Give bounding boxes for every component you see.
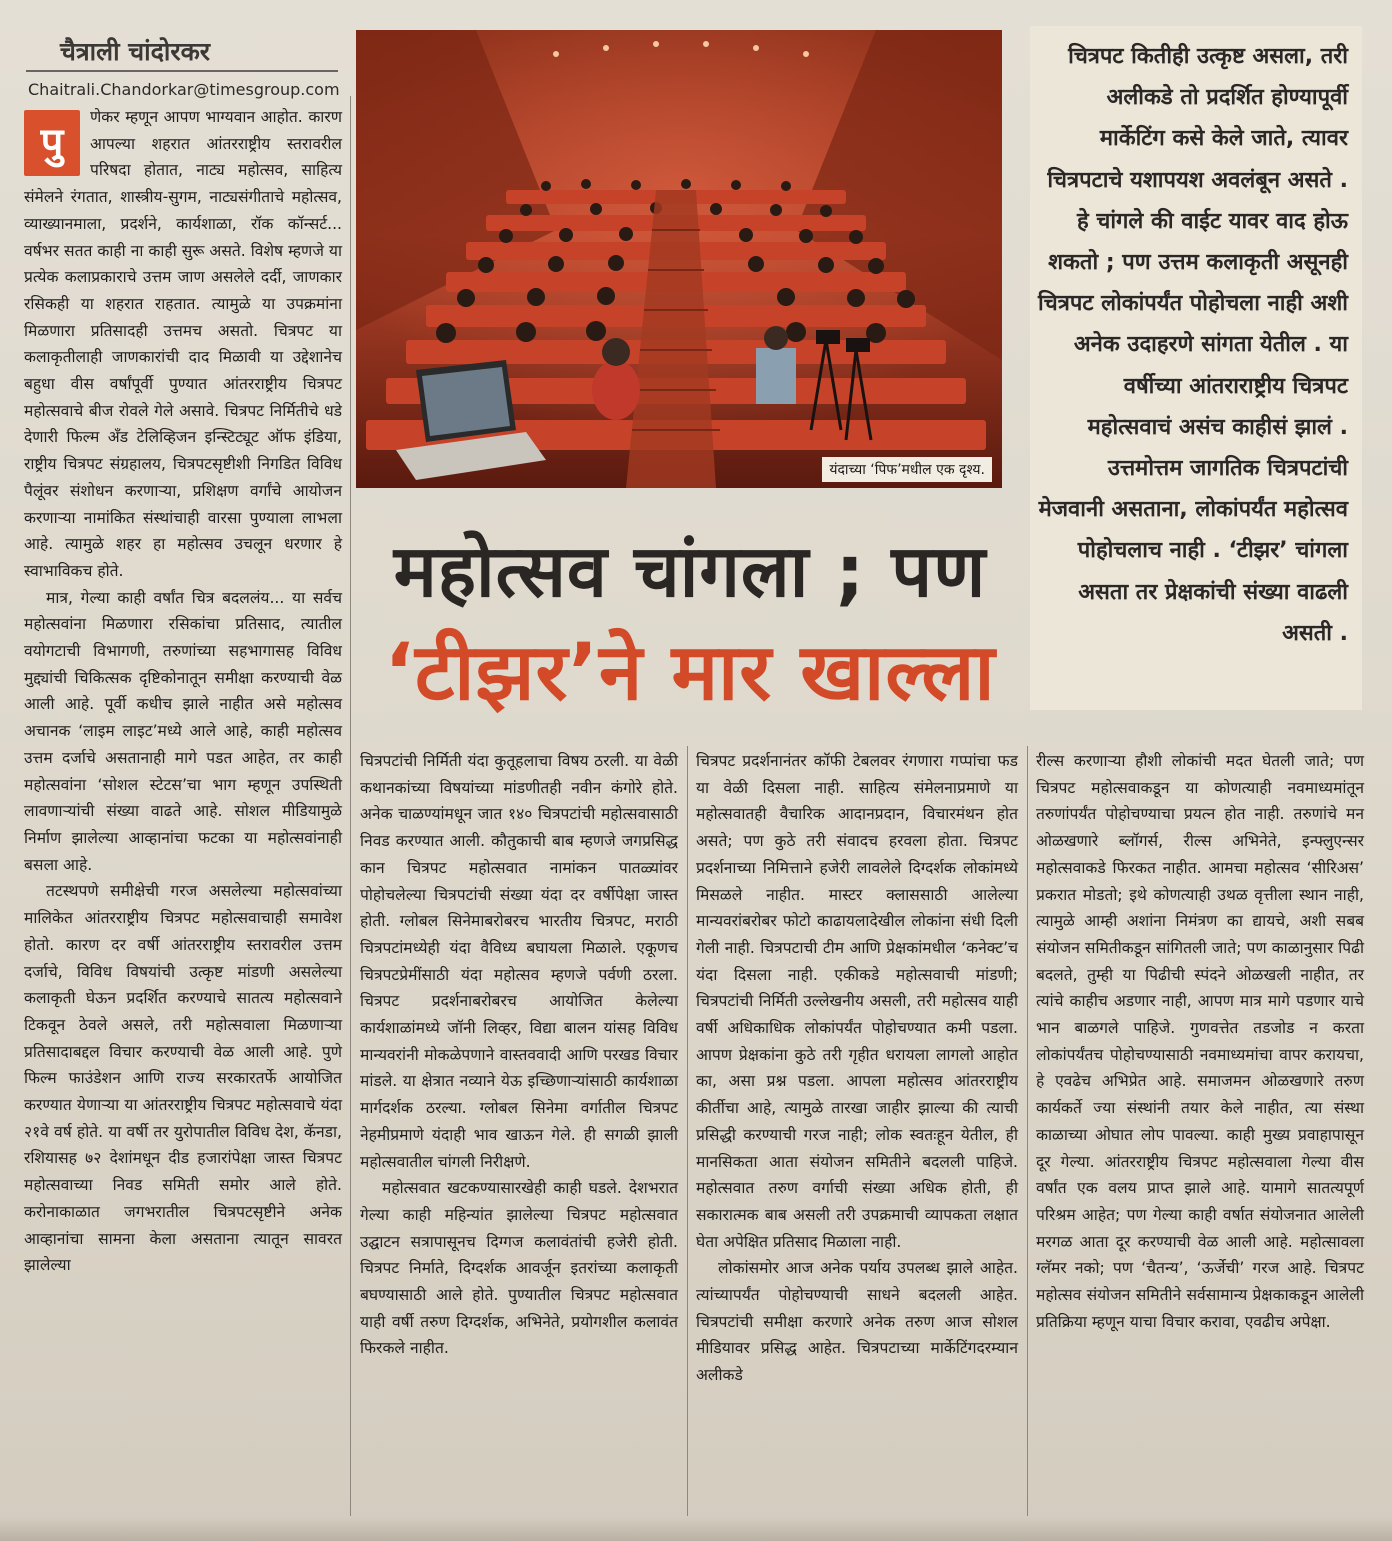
author-byline: चैत्राली चांदोरकर xyxy=(60,37,211,66)
cinema-hall-illustration xyxy=(356,30,1002,488)
pull-quote-box xyxy=(1030,26,1362,710)
paragraph: रील्स करणाऱ्या हौशी लोकांची मदत घेतली जाते; पण चित्रपट महोत्सवाकडून या कोणत्याही नवमाध्यमांतून तरुणांपर्यंत पोहोचण्याचा प्रयत्न होत नाही. तरुणांचे मन ओळखणारे ब्लॉगर्स, रील्स अभिनेते, इन्फ्लुएन्सर महोत्सवाकडे फिरकत नाहीत. आमचा महोत्सव ‘सीरिअस’ प्रकरात मोडतो; इथे कोणत्याही उथळ वृत्तीला स्थान नाही, त्यामुळे आम्ही अशांना निमंत्रण का द्यायचे, अशी सबब संयोजन समितीकडून सांगितली जाते; पण काळानुसार पिढी बदलते, तुम्ही या पिढीची स्पंदने ओळखली नाहीत, तर त्यांचे काहीच अडणार नाही, आपण मात्र मागे पडणार याचे भान बाळगले पाहिजे. गुणवत्तेत तडजोड न करता लोकांपर्यंतच पोहोचण्यासाठी नवमाध्यमांचा वापर करायचा, हे एवढेच अभिप्रेत आहे. समाजमन ओळखणारे तरुण कार्यकर्ते ज्या संस्थांनी तयार केले नाहीत, त्या संस्था काळाच्या ओघात लोप पावल्या. काही मुख्य प्रवाहापासून दूर गेल्या. आंतरराष्ट्रीय चित्रपट महोत्सवाला गेल्या वीस वर्षांत एक वलय प्राप्त झाले आहे. यामागे सातत्यपूर्ण परिश्रम आहेत; पण गेल्या काही वर्षात संयोजनात आलेली मरगळ आता दूर करण्याची वेळ आली आहे. महोत्सावला ग्लॅमर नको; पण ‘चैतन्य’, ‘ऊर्जेची’ गरज आहे. चित्रपट महोत्सव संयोजन समितीने सर्वसामान्य प्रेक्षकाकडून आलेली प्रतिक्रिया म्हणून याचा विचार करावा, एवढीच अपेक्षा. xyxy=(1036,752,1364,1331)
paragraph: लोकांसमोर आज अनेक पर्याय उपलब्ध झाले आहेत. त्यांच्यापर्यंत पोहोचण्याची साधने बदलली आहेत. चित्रपटांची समीक्षा करणारे अनेक तरुण आज सोशल मीडियावर प्रसिद्ध आहेत. चित्रपटाच्या मार्केटिंगदरम्यान अलीकडे xyxy=(696,1259,1018,1385)
article-photo xyxy=(356,30,1002,488)
column-divider xyxy=(687,746,688,1516)
headline-line-2: ‘टीझर’ने मार खाल्ला xyxy=(384,628,996,718)
article-column-4 xyxy=(1036,748,1364,1335)
article-column-1 xyxy=(24,104,342,1279)
paragraph: चित्रपट प्रदर्शनानंतर कॉफी टेबलवर रंगणारा गप्पांचा फड या वेळी दिसला नाही. साहित्य संमेलनाप्रमाणे या महोत्सवातही वैचारिक आदानप्रदान, विचारमंथन होत असते; पण कुठे तरी संवादच हरवला होता. चित्रपट प्रदर्शनाच्या निमित्ताने हजेरी लावलेले दिग्दर्शक लोकांमध्ये मिसळले नाहीत. मास्टर क्लाससाठी आलेल्या मान्यवरांबरोबर फोटो काढायलादेखील लोकांना संधी दिली गेली नाही. चित्रपटाची टीम आणि प्रेक्षकांमधील ‘कनेक्ट’च यंदा दिसला नाही. एकीकडे महोत्सवाची मांडणी; चित्रपटांची निर्मिती उल्लेखनीय असली, तरी महोत्सव याही वर्षी अधिकाधिक लोकांपर्यंत पोहोचण्यात कमी पडला. आपण प्रेक्षकांना कुठे तरी गृहीत धरायला लागलो आहोत का, असा प्रश्न पडला. आपला महोत्सव आंतरराष्ट्रीय कीर्तीचा आहे, त्यामुळे तारखा जाहीर झाल्या की त्याची प्रसिद्धी करण्याची गरज नाही; लोक स्वतःहून येतील, ही मानसिकता आता संयोजन समितीने बदलली पाहिजे. महोत्सवात तरुण वर्गाची संख्या अधिक होती, ही सकारात्मक बाब असली तरी उपक्रमाची व्यापकता लक्षात घेता अपेक्षित प्रतिसाद मिळाला नाही. xyxy=(696,752,1018,1251)
photo-caption: यंदाच्या ‘पिफ’मधील एक दृश्य. xyxy=(822,457,992,482)
article-column-2 xyxy=(360,748,678,1362)
column-divider xyxy=(1027,746,1028,1516)
column-divider xyxy=(350,96,351,1516)
pull-quote-text: चित्रपट कितीही उत्कृष्ट असला, तरी अलीकडे तो प्रदर्शित होण्यापूर्वी मार्केटिंग कसे केले जाते, त्यावर चित्रपटाचे यशापयश अवलंबून असते . हे चांगले की वाईट यावर वाद होऊ शकतो ; पण उत्तम कलाकृती असूनही चित्रपट लोकांपर्यंत पोहोचला नाही अशी अनेक उदाहरणे सांगता येतील . या वर्षीच्या आंतराराष्ट्रीय चित्रपट महोत्सवाचं असंच काहीसं झालं . उत्तमोत्तम जागतिक चित्रपटांची मेजवानी असताना, लोकांपर्यंत महोत्सव पोहोचलाच नाही . ‘टीझर’ चांगला असता तर प्रेक्षकांची संख्या वाढली असती . xyxy=(1038,44,1348,646)
article-column-3 xyxy=(696,748,1018,1389)
paragraph: चित्रपटांची निर्मिती यंदा कुतूहलाचा विषय ठरली. या वेळी कथानकांच्या विषयांच्या मांडणीतही नवीन कंगोरे होते. अनेक चाळण्यांमधून जात १४० चित्रपटांची महोत्सवासाठी निवड करण्यात आली. कौतुकाची बाब म्हणजे जगप्रसिद्ध कान चित्रपट महोत्सवात नामांकन पातळ्यांवर पोहोचलेल्या चित्रपटांची संख्या यंदा दर वर्षीपेक्षा जास्त होती. ग्लोबल सिनेमाबरोबरच भारतीय चित्रपट, मराठी चित्रपटांमध्येही यंदा वैविध्य बघायला मिळाले. एकूणच चित्रपटप्रेमींसाठी यंदा महोत्सव म्हणजे पर्वणी ठरला. चित्रपट प्रदर्शनाबरोबरच आयोजित केलेल्या कार्यशाळांमध्ये जॉनी लिव्हर, विद्या बालन यांसह विविध मान्यवरांनी मोकळेपणाने वास्तववादी आणि परखड विचार मांडले. या क्षेत्रात नव्याने येऊ इच्छिणाऱ्यांसाठी कार्यशाळा मार्गदर्शक ठरल्या. ग्लोबल सिनेमा वर्गातील चित्रपट नेहमीप्रमाणे यंदाही भाव खाऊन गेले. ही सगळी झाली महोत्सवातील चांगली निरीक्षणे. xyxy=(360,752,678,1171)
headline-line-1: महोत्सव चांगला ; पण xyxy=(393,529,987,613)
paragraph: पु णेकर म्हणून आपण भाग्यवान आहोत. कारण आपल्या शहरात आंतरराष्ट्रीय स्तरावरील परिषदा होतात, नाट्य महोत्सव, साहित्य संमेलने रंगतात, शास्त्रीय-सुगम, नाट्यसंगीताचे महोत्सव, व्याख्यानमाला, प्रदर्शने, कार्यशाळा, रॉक कॉन्सर्ट... वर्षभर सतत काही ना काही सुरू असते. विशेष म्हणजे या प्रत्येक कलाप्रकाराचे उत्तम जाण असलेले दर्दी, जाणकार रसिकही या शहरात राहतात. त्यामुळे या उपक्रमांना मिळणारा प्रतिसादही उत्तमच असतो. चित्रपट या कलाकृतीलाही जाणकारांची दाद मिळावी या उद्देशानेच बहुधा वीस वर्षांपूर्वी पुण्यात आंतरराष्ट्रीय चित्रपट महोत्सवाचे बीज रोवले गेले असावे. चित्रपट निर्मितीचे धडे देणारी फिल्म अँड टेलिव्हिजन इन्स्टिट्यूट ऑफ इंडिया, राष्ट्रीय चित्रपट संग्रहालय, चित्रपटसृष्टीशी निगडित विविध पैलूंवर संशोधन करणाऱ्या, प्रशिक्षण वर्गांचे आयोजन करणाऱ्या नामांकित संस्थांचाही वारसा पुण्याला लाभला आहे. त्यामुळे शहर हा महोत्सव उचलून धरणार हे स्वाभाविकच होते. xyxy=(24,108,342,580)
byline-divider xyxy=(26,70,338,72)
paragraph: मात्र, गेल्या काही वर्षांत चित्र बदललंय... या सर्वच महोत्सवांना मिळणारा रसिकांचा प्रतिसाद, त्यातील वयोगटाची विभागणी, तरुणांच्या सहभागासह विविध मुद्द्यांची चिकित्सक दृष्टिकोनातून समीक्षा करण्याची वेळ आली आहे. पूर्वी कधीच झाले नाहीत असे महोत्सव अचानक ‘लाइम लाइट’मध्ये आले आहे, काही महोत्सव उत्तम दर्जाचे असतानाही मागे पडत आहेत, तर काही महोत्सवांना ‘सोशल स्टेटस’चा भाग म्हणून उपस्थिती लावणाऱ्यांची संख्या वाढते आहे. सोशल मीडियामुळे निर्माण झालेल्या आव्हानांचा फटका या महोत्सवांनाही बसला आहे. xyxy=(24,588,342,874)
author-email: Chaitrali.Chandorkar@timesgroup.com xyxy=(28,80,340,99)
page-edge-shadow xyxy=(0,1517,1392,1541)
paragraph: तटस्थपणे समीक्षेची गरज असलेल्या महोत्सवांच्या मालिकेत आंतरराष्ट्रीय चित्रपट महोत्सवाचाही समावेश होतो. कारण दर वर्षी आंतरराष्ट्रीय स्तरावरील उत्तम दर्जाचे, विविध विषयांची उत्कृष्ट मांडणी असलेल्या कलाकृती घेऊन प्रदर्शित करण्याचे सातत्य महोत्सवाने टिकवून ठेवले असले, तरी महोत्सवाला मिळणाऱ्या प्रतिसादाबद्दल विचार करण्याची वेळ आली आहे. पुणे फिल्म फाउंडेशन आणि राज्य सरकारतर्फे आयोजित करण्यात येणाऱ्या या आंतरराष्ट्रीय चित्रपट महोत्सवाचे यंदा २१वे वर्ष होते. या वर्षी तर युरोपातील विविध देश, कॅनडा, रशियासह ७२ देशांमधून दीड हजारांपेक्षा जास्त चित्रपट महोत्सवाच्या निवड समिती समोर आले होते. करोनाकाळात जगभरातील चित्रपटसृष्टीने अनेक आव्हानांचा सामना केला असताना त्यातून सावरत झालेल्या xyxy=(24,882,342,1275)
dropcap: पु xyxy=(24,110,80,176)
paragraph: महोत्सवात खटकण्यासारखेही काही घडले. देशभरात गेल्या काही महिन्यांत झालेल्या चित्रपट महोत्सवात उद्घाटन सत्रापासूनच दिग्गज कलावंतांची हजेरी होती. चित्रपट निर्माते, दिग्दर्शक आवर्जून इतरांच्या कलाकृती बघण्यासाठी आले होते. पुण्यातील चित्रपट महोत्सवात याही वर्षी तरुण दिग्दर्शक, अभिनेते, प्रयोगशील कलावंत फिरकले नाहीत. xyxy=(360,1179,678,1358)
